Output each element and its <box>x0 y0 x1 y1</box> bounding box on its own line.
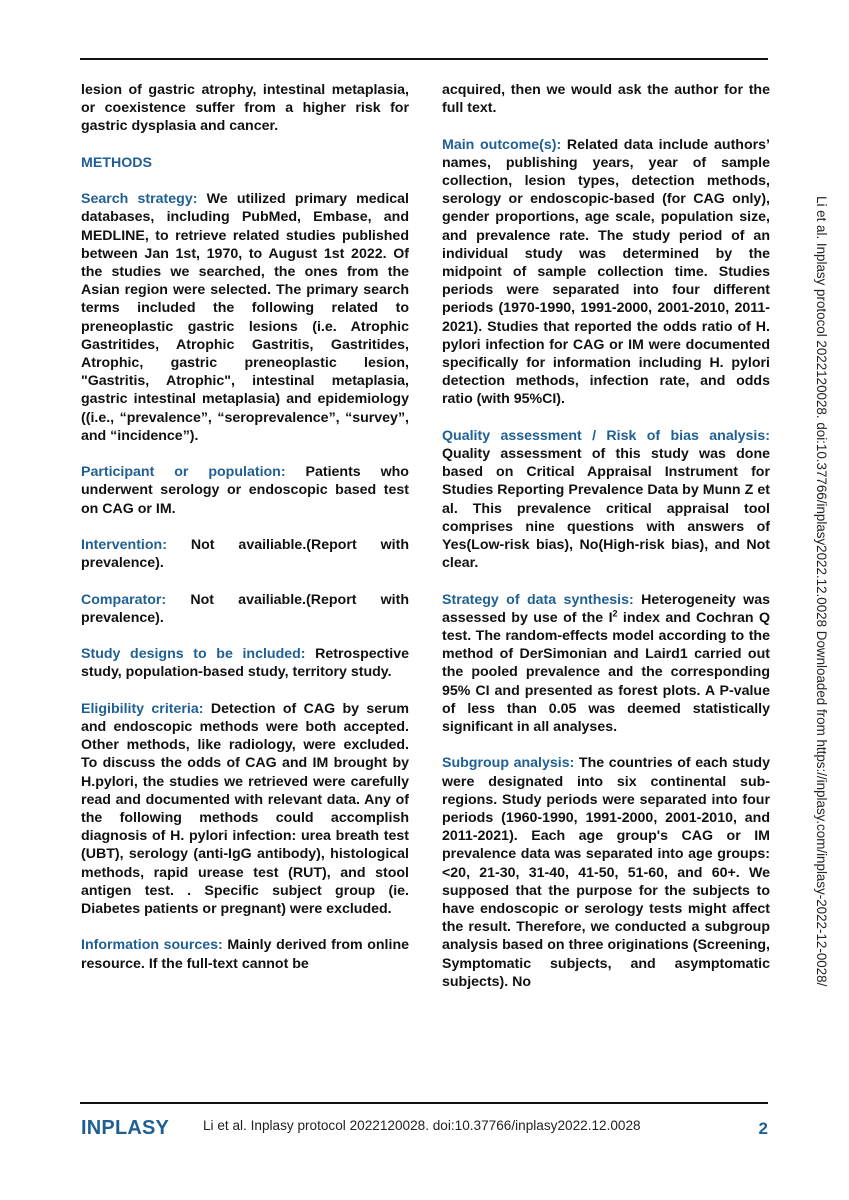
eligibility-section <box>81 700 409 918</box>
subgroup-text: The countries of each study were designated into six continental sub-regions. Study periods were separated into four periods (1960-1990, 1991-2000, 2001-2010, and 2011-2021). Each age group's CAG or IM prevalence data was separated into age groups: <20, 21-30, 31-40, 41-50, 51-60, and 60+. We supposed that the purpose for the subjects to have endoscopic or serology tests might affect the result. Therefore, we conducted a subgroup analysis based on three originations (Screening, Symptomatic subjects, and asymptomatic subjects). No <box>442 755 770 990</box>
bottom-rule <box>80 1102 768 1104</box>
subgroup-section <box>442 754 770 991</box>
participant-text: Patients who underwent serology or endoscopic based test on CAG or IM. <box>81 464 409 517</box>
information-sources-text: Mainly derived from online resource. If the full-text cannot be <box>81 937 409 972</box>
methods-heading: METHODS <box>81 154 152 171</box>
study-designs-text: Retrospective study, population-based study, territory study. <box>81 646 409 681</box>
information-sources-label: Information sources: <box>81 937 223 954</box>
synthesis-text-after: index and Cochran Q test. The random-effects model according to the method of DerSimonian and Laird1 carried out the pooled prevalence and the corresponding 95% CI and presented as forest plots. A P-value of less than 0.05 was deemed statistically significant in all analyses. <box>442 609 770 736</box>
top-rule <box>80 58 768 60</box>
intro-paragraph: lesion of gastric atrophy, intestinal metaplasia, or coexistence suffer from a higher risk for gastric dysplasia and cancer. <box>81 82 409 135</box>
comparator-text: Not availiable.(Report with prevalence). <box>81 591 409 626</box>
footer-citation: Li et al. Inplasy protocol 2022120028. doi:10.37766/inplasy2022.12.0028 <box>203 1118 641 1133</box>
intervention-section <box>81 536 409 572</box>
search-strategy-text: We utilized primary medical databases, including PubMed, Embase, and MEDLINE, to retrieve related studies published between Jan 1st, 1970, to August 1st 2022. Of the studies we searched, the ones from the Asian region were selected. The primary search terms included the following related to preneoplastic gastric lesions (i.e. Atrophic Gastritides, Atrophic Gastritis, Gastritides, Atrophic, gastric preneoplastic lesion, "Gastritis, Atrophic", intestinal metaplasia, gastric intestinal metaplasia) and epidemiology ((i.e., “prevalence”, “seroprevalence”, “survey”, and “incidence”). <box>81 191 409 444</box>
eligibility-label: Eligibility criteria: <box>81 700 204 717</box>
main-outcomes-section <box>442 136 770 409</box>
participant-label: Participant or population: <box>81 464 286 481</box>
study-designs-section <box>81 645 409 681</box>
footer-brand: INPLASY <box>81 1117 170 1139</box>
right-column <box>442 81 770 991</box>
comparator-section <box>81 591 409 627</box>
continuation-paragraph: acquired, then we would ask the author for the full text. <box>442 82 770 117</box>
intervention-text: Not availiable.(Report with prevalence). <box>81 537 409 572</box>
eligibility-text: Detection of CAG by serum and endoscopic methods were both accepted. Other methods, like radiology, were excluded. To discuss the odds of CAG and IM brought by H.pylori, the studies we retrieved were carefully read and documented with relevant data. Any of the following methods could accomplish diagnosis of H. pylori infection: urea breath test (UBT), serology (anti-IgG antibody), histological methods, rapid urease test (RUT), and stool antigen test. . Specific subject group (ie. Diabetes patients or pregnant) were excluded. <box>81 700 409 918</box>
side-download-note: Li et al. Inplasy protocol 2022120028. doi:10.37766/inplasy2022.12.0028 Downloaded from https://inplasy.com/inplasy-2022-12-0028/ <box>814 196 829 987</box>
participant-section <box>81 463 409 518</box>
comparator-label: Comparator: <box>81 591 167 608</box>
main-outcomes-label: Main outcome(s): <box>442 136 562 153</box>
page-number: 2 <box>758 1119 768 1138</box>
quality-section <box>442 427 770 573</box>
synthesis-superscript: 2 <box>612 608 618 619</box>
information-sources-section <box>81 936 409 972</box>
quality-label: Quality assessment / Risk of bias analysis: <box>442 427 770 444</box>
search-strategy-section <box>81 190 409 445</box>
study-designs-label: Study designs to be included: <box>81 646 306 663</box>
synthesis-label: Strategy of data synthesis: <box>442 591 634 608</box>
synthesis-text-before: Heterogeneity was assessed by use of the I <box>442 591 770 626</box>
search-strategy-label: Search strategy: <box>81 191 198 208</box>
subgroup-label: Subgroup analysis: <box>442 755 575 772</box>
intervention-label: Intervention: <box>81 537 167 554</box>
quality-text: Quality assessment of this study was done based on Critical Appraisal Instrument for Studies Reporting Prevalence Data by Munn Z et al. This prevalence critical appraisal tool comprises nine questions with answers of Yes(Low-risk bias), No(High-risk bias), and Not clear. <box>442 446 770 572</box>
synthesis-section <box>442 591 770 737</box>
main-outcomes-text: Related data include authors’ names, publishing years, year of sample collection, lesion types, detection methods, serology or endoscopic-based (for CAG only), gender proportions, age scale, population size, and prevalence rate. The study period of an individual study was determined by the midpoint of sample collection time. Studies periods were separated into four different periods (1970-1990, 1991-2000, 2001-2010, 2011-2021). Studies that reported the odds ratio of H. pylori infection for CAG or IM were documented specifically for information including H. pylori detection methods, infection rate, and odds ratio (with 95%CI). <box>442 136 770 408</box>
left-column <box>81 81 409 973</box>
